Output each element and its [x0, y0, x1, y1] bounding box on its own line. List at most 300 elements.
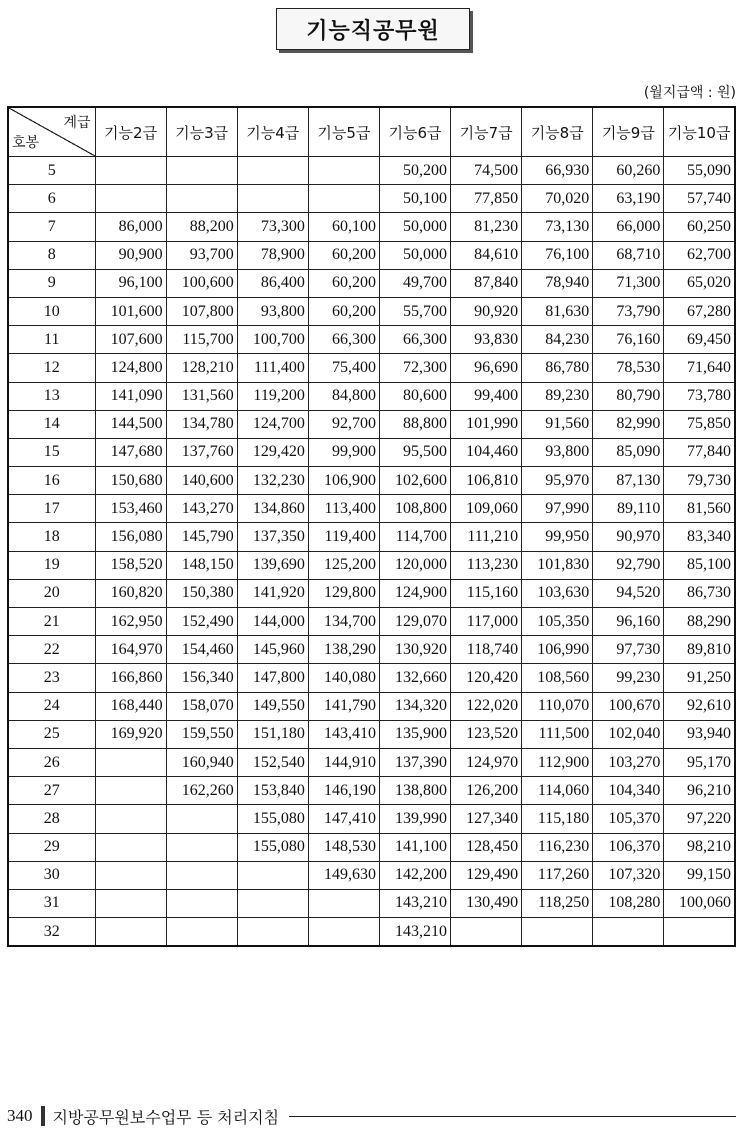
step-cell: 5	[8, 157, 95, 185]
step-cell: 25	[8, 720, 95, 748]
salary-cell: 115,180	[522, 805, 593, 833]
step-cell: 12	[8, 354, 95, 382]
salary-cell: 122,020	[451, 692, 522, 720]
salary-cell: 143,410	[308, 720, 379, 748]
salary-cell: 93,800	[237, 297, 308, 325]
salary-cell: 166,860	[95, 664, 166, 692]
salary-cell: 108,560	[522, 664, 593, 692]
salary-cell: 147,680	[95, 438, 166, 466]
salary-cell: 55,700	[379, 297, 450, 325]
salary-cell: 78,940	[522, 269, 593, 297]
salary-cell: 132,230	[237, 467, 308, 495]
salary-cell: 103,630	[522, 579, 593, 607]
salary-cell: 68,710	[593, 241, 664, 269]
salary-cell: 49,700	[379, 269, 450, 297]
salary-cell: 126,200	[451, 777, 522, 805]
salary-cell: 118,250	[522, 889, 593, 917]
step-cell: 17	[8, 495, 95, 523]
salary-cell: 73,130	[522, 213, 593, 241]
footer-rule	[289, 1116, 736, 1117]
step-cell: 26	[8, 748, 95, 776]
salary-cell	[664, 918, 735, 947]
table-row	[8, 664, 735, 692]
table-row	[8, 551, 735, 579]
salary-cell	[308, 185, 379, 213]
salary-cell: 65,020	[664, 269, 735, 297]
salary-cell	[237, 918, 308, 947]
salary-cell: 141,100	[379, 833, 450, 861]
step-cell: 10	[8, 297, 95, 325]
salary-cell: 97,730	[593, 636, 664, 664]
salary-cell: 125,200	[308, 551, 379, 579]
salary-cell	[237, 157, 308, 185]
salary-cell: 75,400	[308, 354, 379, 382]
salary-cell: 104,460	[451, 438, 522, 466]
salary-cell: 81,560	[664, 495, 735, 523]
salary-cell: 162,950	[95, 608, 166, 636]
salary-cell: 78,900	[237, 241, 308, 269]
salary-cell: 148,150	[166, 551, 237, 579]
salary-table	[7, 106, 736, 947]
salary-cell: 124,800	[95, 354, 166, 382]
salary-cell: 81,230	[451, 213, 522, 241]
salary-cell: 92,700	[308, 410, 379, 438]
salary-cell: 69,450	[664, 326, 735, 354]
salary-cell: 73,780	[664, 382, 735, 410]
page-footer	[7, 1104, 736, 1128]
salary-cell: 96,690	[451, 354, 522, 382]
salary-cell: 114,700	[379, 523, 450, 551]
salary-cell: 119,400	[308, 523, 379, 551]
salary-cell: 86,780	[522, 354, 593, 382]
salary-cell: 60,100	[308, 213, 379, 241]
salary-cell: 99,900	[308, 438, 379, 466]
salary-cell: 83,340	[664, 523, 735, 551]
salary-cell: 101,990	[451, 410, 522, 438]
salary-cell: 60,200	[308, 241, 379, 269]
salary-cell: 72,300	[379, 354, 450, 382]
salary-cell: 86,400	[237, 269, 308, 297]
salary-cell: 119,200	[237, 382, 308, 410]
salary-cell: 90,900	[95, 241, 166, 269]
salary-cell: 141,790	[308, 692, 379, 720]
salary-cell: 73,300	[237, 213, 308, 241]
salary-cell	[308, 918, 379, 947]
unit-note: (월지급액 : 원)	[643, 85, 736, 101]
salary-cell: 88,290	[664, 608, 735, 636]
salary-cell: 139,690	[237, 551, 308, 579]
salary-cell	[522, 918, 593, 947]
salary-cell: 151,180	[237, 720, 308, 748]
salary-cell: 168,440	[95, 692, 166, 720]
salary-cell: 109,060	[451, 495, 522, 523]
salary-cell: 107,800	[166, 297, 237, 325]
column-header: 기능10급	[664, 107, 735, 157]
salary-cell: 140,080	[308, 664, 379, 692]
salary-cell: 74,500	[451, 157, 522, 185]
table-row	[8, 326, 735, 354]
salary-cell: 60,250	[664, 213, 735, 241]
salary-cell	[95, 748, 166, 776]
salary-cell: 93,940	[664, 720, 735, 748]
salary-cell: 131,560	[166, 382, 237, 410]
table-row	[8, 438, 735, 466]
salary-cell: 86,000	[95, 213, 166, 241]
salary-cell: 128,450	[451, 833, 522, 861]
column-header: 기능6급	[379, 107, 450, 157]
page-title: 기능직공무원	[276, 8, 470, 50]
step-cell: 15	[8, 438, 95, 466]
salary-cell: 148,530	[308, 833, 379, 861]
salary-cell: 82,990	[593, 410, 664, 438]
salary-cell: 78,530	[593, 354, 664, 382]
salary-cell: 149,550	[237, 692, 308, 720]
salary-cell: 162,260	[166, 777, 237, 805]
salary-cell	[166, 918, 237, 947]
salary-cell: 110,070	[522, 692, 593, 720]
salary-cell	[166, 889, 237, 917]
salary-cell: 98,210	[664, 833, 735, 861]
salary-cell: 99,230	[593, 664, 664, 692]
step-cell: 22	[8, 636, 95, 664]
salary-cell: 147,410	[308, 805, 379, 833]
table-row	[8, 157, 735, 185]
salary-cell: 105,370	[593, 805, 664, 833]
table-row	[8, 297, 735, 325]
salary-cell: 155,080	[237, 805, 308, 833]
step-cell: 7	[8, 213, 95, 241]
salary-cell	[166, 861, 237, 889]
salary-cell: 160,820	[95, 579, 166, 607]
column-header: 기능8급	[522, 107, 593, 157]
salary-cell: 50,000	[379, 213, 450, 241]
step-cell: 18	[8, 523, 95, 551]
salary-cell: 141,090	[95, 382, 166, 410]
salary-cell: 108,280	[593, 889, 664, 917]
salary-cell	[95, 833, 166, 861]
salary-cell: 80,600	[379, 382, 450, 410]
salary-cell: 169,920	[95, 720, 166, 748]
salary-cell: 143,210	[379, 889, 450, 917]
salary-cell: 89,810	[664, 636, 735, 664]
salary-cell: 63,190	[593, 185, 664, 213]
salary-cell	[166, 185, 237, 213]
step-cell: 19	[8, 551, 95, 579]
salary-cell	[166, 157, 237, 185]
salary-cell: 144,000	[237, 608, 308, 636]
salary-cell: 145,960	[237, 636, 308, 664]
salary-cell: 60,260	[593, 157, 664, 185]
step-cell: 30	[8, 861, 95, 889]
step-cell: 6	[8, 185, 95, 213]
page-number: 340	[7, 1106, 33, 1125]
table-row	[8, 269, 735, 297]
salary-cell: 88,800	[379, 410, 450, 438]
salary-cell: 123,520	[451, 720, 522, 748]
salary-cell: 100,600	[166, 269, 237, 297]
salary-cell: 143,210	[379, 918, 450, 947]
salary-cell: 94,520	[593, 579, 664, 607]
table-row	[8, 579, 735, 607]
salary-cell: 93,700	[166, 241, 237, 269]
salary-cell: 84,610	[451, 241, 522, 269]
salary-cell: 81,630	[522, 297, 593, 325]
salary-cell: 138,800	[379, 777, 450, 805]
salary-cell: 142,200	[379, 861, 450, 889]
salary-cell: 134,700	[308, 608, 379, 636]
table-header	[8, 107, 735, 157]
salary-cell	[95, 918, 166, 947]
salary-cell: 103,270	[593, 748, 664, 776]
salary-cell: 156,080	[95, 523, 166, 551]
column-header: 기능7급	[451, 107, 522, 157]
salary-cell: 145,790	[166, 523, 237, 551]
salary-cell: 149,630	[308, 861, 379, 889]
salary-cell	[95, 777, 166, 805]
step-cell: 11	[8, 326, 95, 354]
salary-cell: 134,780	[166, 410, 237, 438]
salary-cell: 152,540	[237, 748, 308, 776]
salary-cell: 113,230	[451, 551, 522, 579]
column-header: 기능5급	[308, 107, 379, 157]
step-cell: 21	[8, 608, 95, 636]
salary-cell	[166, 833, 237, 861]
table-row	[8, 185, 735, 213]
salary-cell: 113,400	[308, 495, 379, 523]
salary-cell: 124,700	[237, 410, 308, 438]
salary-cell: 120,420	[451, 664, 522, 692]
salary-cell: 57,740	[664, 185, 735, 213]
salary-cell: 150,680	[95, 467, 166, 495]
salary-cell	[308, 889, 379, 917]
table-row	[8, 805, 735, 833]
salary-cell: 116,230	[522, 833, 593, 861]
salary-cell: 147,800	[237, 664, 308, 692]
salary-cell: 85,090	[593, 438, 664, 466]
salary-cell: 154,460	[166, 636, 237, 664]
salary-cell	[95, 185, 166, 213]
footer-divider-bar	[41, 1106, 45, 1126]
salary-cell: 88,200	[166, 213, 237, 241]
salary-cell: 144,500	[95, 410, 166, 438]
salary-cell: 66,300	[308, 326, 379, 354]
salary-cell: 106,810	[451, 467, 522, 495]
salary-cell: 106,990	[522, 636, 593, 664]
salary-cell: 129,490	[451, 861, 522, 889]
salary-cell: 100,060	[664, 889, 735, 917]
step-cell: 23	[8, 664, 95, 692]
salary-cell: 71,300	[593, 269, 664, 297]
table-row	[8, 833, 735, 861]
salary-cell: 102,600	[379, 467, 450, 495]
salary-cell: 92,790	[593, 551, 664, 579]
table-row	[8, 523, 735, 551]
salary-cell: 66,000	[593, 213, 664, 241]
salary-cell: 120,000	[379, 551, 450, 579]
salary-cell: 164,970	[95, 636, 166, 664]
salary-cell: 50,100	[379, 185, 450, 213]
salary-cell: 137,390	[379, 748, 450, 776]
salary-cell: 76,160	[593, 326, 664, 354]
salary-cell: 93,830	[451, 326, 522, 354]
table-row	[8, 354, 735, 382]
salary-cell: 143,270	[166, 495, 237, 523]
table-row	[8, 720, 735, 748]
salary-cell: 117,000	[451, 608, 522, 636]
salary-cell: 124,970	[451, 748, 522, 776]
salary-cell: 150,380	[166, 579, 237, 607]
salary-cell: 87,840	[451, 269, 522, 297]
salary-cell: 55,090	[664, 157, 735, 185]
salary-cell: 100,700	[237, 326, 308, 354]
salary-cell: 97,990	[522, 495, 593, 523]
salary-cell: 96,100	[95, 269, 166, 297]
corner-grade-label: 계급	[63, 115, 91, 131]
salary-cell: 128,210	[166, 354, 237, 382]
salary-cell	[95, 861, 166, 889]
salary-cell: 111,500	[522, 720, 593, 748]
salary-cell: 108,800	[379, 495, 450, 523]
salary-cell: 155,080	[237, 833, 308, 861]
salary-cell	[451, 918, 522, 947]
salary-cell: 158,070	[166, 692, 237, 720]
salary-cell: 117,260	[522, 861, 593, 889]
salary-cell: 144,910	[308, 748, 379, 776]
column-header: 기능3급	[166, 107, 237, 157]
salary-cell: 99,950	[522, 523, 593, 551]
table-row	[8, 608, 735, 636]
salary-cell: 62,700	[664, 241, 735, 269]
salary-cell: 99,400	[451, 382, 522, 410]
salary-cell: 92,610	[664, 692, 735, 720]
salary-cell: 153,460	[95, 495, 166, 523]
salary-cell: 90,920	[451, 297, 522, 325]
salary-cell: 156,340	[166, 664, 237, 692]
salary-cell: 105,350	[522, 608, 593, 636]
salary-cell: 141,920	[237, 579, 308, 607]
step-cell: 20	[8, 579, 95, 607]
step-cell: 27	[8, 777, 95, 805]
salary-cell: 84,800	[308, 382, 379, 410]
salary-cell: 77,840	[664, 438, 735, 466]
salary-cell: 95,500	[379, 438, 450, 466]
salary-cell: 111,210	[451, 523, 522, 551]
salary-cell: 50,000	[379, 241, 450, 269]
step-cell: 8	[8, 241, 95, 269]
salary-cell: 106,370	[593, 833, 664, 861]
salary-cell: 118,740	[451, 636, 522, 664]
salary-cell: 86,730	[664, 579, 735, 607]
salary-cell: 70,020	[522, 185, 593, 213]
salary-cell: 77,850	[451, 185, 522, 213]
step-cell: 13	[8, 382, 95, 410]
salary-cell: 129,420	[237, 438, 308, 466]
table-row	[8, 410, 735, 438]
step-cell: 24	[8, 692, 95, 720]
salary-cell: 90,970	[593, 523, 664, 551]
salary-cell: 60,200	[308, 269, 379, 297]
salary-cell: 66,930	[522, 157, 593, 185]
salary-cell	[166, 805, 237, 833]
table-row	[8, 918, 735, 947]
salary-cell: 132,660	[379, 664, 450, 692]
table-row	[8, 861, 735, 889]
salary-cell	[95, 889, 166, 917]
header-row	[8, 107, 735, 157]
salary-cell: 158,520	[95, 551, 166, 579]
salary-cell: 84,230	[522, 326, 593, 354]
table-row	[8, 467, 735, 495]
salary-cell	[95, 157, 166, 185]
salary-cell: 111,400	[237, 354, 308, 382]
column-header: 기능4급	[237, 107, 308, 157]
salary-cell: 75,850	[664, 410, 735, 438]
table-row	[8, 241, 735, 269]
salary-cell: 138,290	[308, 636, 379, 664]
salary-cell: 137,760	[166, 438, 237, 466]
salary-cell: 93,800	[522, 438, 593, 466]
salary-cell: 101,600	[95, 297, 166, 325]
salary-cell: 97,220	[664, 805, 735, 833]
salary-cell: 134,860	[237, 495, 308, 523]
table-body	[8, 157, 735, 947]
salary-cell: 115,160	[451, 579, 522, 607]
salary-cell: 91,560	[522, 410, 593, 438]
salary-cell: 140,600	[166, 467, 237, 495]
salary-cell: 159,550	[166, 720, 237, 748]
step-cell: 29	[8, 833, 95, 861]
salary-cell: 160,940	[166, 748, 237, 776]
table-row	[8, 692, 735, 720]
salary-cell: 79,730	[664, 467, 735, 495]
salary-cell: 60,200	[308, 297, 379, 325]
salary-cell: 115,700	[166, 326, 237, 354]
salary-cell: 129,800	[308, 579, 379, 607]
salary-cell	[237, 185, 308, 213]
salary-cell: 107,600	[95, 326, 166, 354]
salary-cell: 73,790	[593, 297, 664, 325]
corner-step-label: 호봉	[12, 135, 40, 151]
salary-cell: 104,340	[593, 777, 664, 805]
salary-cell: 89,230	[522, 382, 593, 410]
salary-cell: 107,320	[593, 861, 664, 889]
salary-cell	[308, 157, 379, 185]
salary-cell: 96,160	[593, 608, 664, 636]
table-row	[8, 636, 735, 664]
column-header: 기능2급	[95, 107, 166, 157]
table-row	[8, 495, 735, 523]
salary-cell: 71,640	[664, 354, 735, 382]
running-title: 지방공무원보수업무 등 처리지침	[52, 1107, 280, 1127]
salary-cell: 89,110	[593, 495, 664, 523]
salary-cell: 87,130	[593, 467, 664, 495]
salary-cell: 67,280	[664, 297, 735, 325]
salary-cell: 130,490	[451, 889, 522, 917]
salary-cell: 124,900	[379, 579, 450, 607]
salary-cell: 76,100	[522, 241, 593, 269]
step-cell: 14	[8, 410, 95, 438]
salary-cell: 137,350	[237, 523, 308, 551]
salary-cell: 99,150	[664, 861, 735, 889]
salary-cell: 146,190	[308, 777, 379, 805]
salary-cell	[237, 889, 308, 917]
table-row	[8, 889, 735, 917]
column-header: 기능9급	[593, 107, 664, 157]
salary-cell: 95,970	[522, 467, 593, 495]
salary-cell: 114,060	[522, 777, 593, 805]
step-cell: 16	[8, 467, 95, 495]
salary-cell: 106,900	[308, 467, 379, 495]
